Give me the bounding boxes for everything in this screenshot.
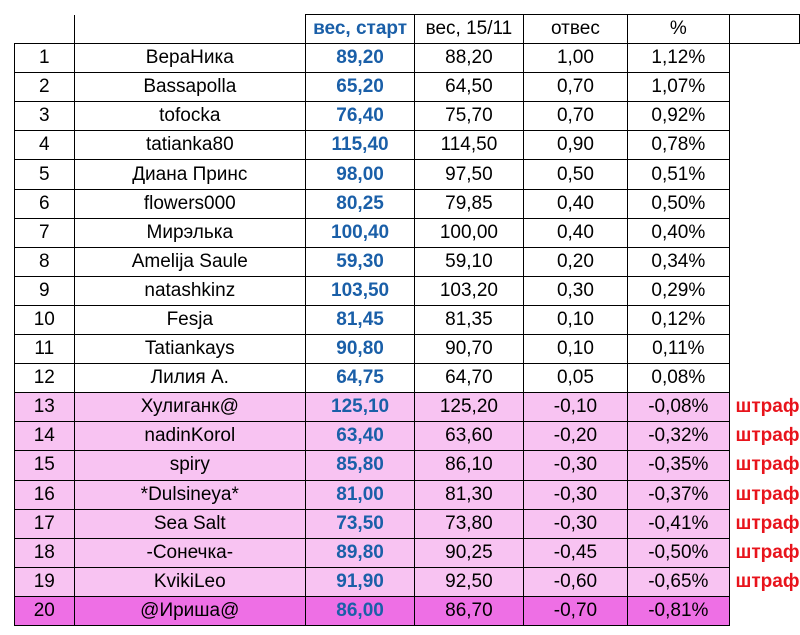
cell-current-weight: 81,35 [415,305,524,334]
cell-loss: -0,20 [523,422,627,451]
header-current-weight: вес, 15/11 [415,15,524,44]
header-loss: отвес [523,15,627,44]
cell-start-weight: 65,20 [306,73,415,102]
cell-name: KvikiLeo [74,567,306,596]
table-row [15,480,800,509]
header-percent: % [628,15,729,44]
cell-name: Диана Принс [74,160,306,189]
cell-current-weight: 114,50 [415,131,524,160]
table-row [15,393,800,422]
cell-name: -Сонечка- [74,538,306,567]
cell-loss: 0,05 [523,364,627,393]
cell-loss: -0,30 [523,451,627,480]
header-name [74,15,306,44]
cell-start-weight: 103,50 [306,276,415,305]
cell-loss: 0,30 [523,276,627,305]
cell-start-weight: 86,00 [306,596,415,625]
cell-start-weight: 64,75 [306,364,415,393]
cell-percent: 1,07% [628,73,729,102]
penalty-label [729,305,800,334]
cell-percent: 0,12% [628,305,729,334]
cell-num: 13 [15,393,75,422]
penalty-label: штраф [735,483,800,505]
cell-percent: -0,37% [628,480,729,509]
table-row [15,189,800,218]
cell-start-weight: 98,00 [306,160,415,189]
table-row [15,538,800,567]
cell-start-weight: 80,25 [306,189,415,218]
cell-num: 3 [15,102,75,131]
cell-current-weight: 103,20 [415,276,524,305]
cell-num: 16 [15,480,75,509]
penalty-label: штраф [735,396,800,418]
weight-loss-table [14,14,800,626]
table-row [15,422,800,451]
cell-start-weight: 76,40 [306,102,415,131]
cell-current-weight: 64,50 [415,73,524,102]
cell-name: natashkinz [74,276,306,305]
cell-loss: -0,30 [523,480,627,509]
cell-num: 2 [15,73,75,102]
cell-current-weight: 73,80 [415,509,524,538]
table-row [15,596,800,625]
cell-start-weight: 73,50 [306,509,415,538]
cell-num: 8 [15,247,75,276]
cell-start-weight: 59,30 [306,247,415,276]
cell-current-weight: 100,00 [415,218,524,247]
cell-start-weight: 90,80 [306,335,415,364]
cell-start-weight: 85,80 [306,451,415,480]
cell-current-weight: 92,50 [415,567,524,596]
cell-name: Bassapolla [74,73,306,102]
cell-percent: -0,50% [628,538,729,567]
cell-start-weight: 115,40 [306,131,415,160]
table-row [15,102,800,131]
cell-start-weight: 91,90 [306,567,415,596]
cell-start-weight: 81,45 [306,305,415,334]
header-start-weight: вес, старт [306,15,415,44]
cell-percent: 0,11% [628,335,729,364]
cell-num: 5 [15,160,75,189]
cell-loss: -0,10 [523,393,627,422]
cell-loss: 0,90 [523,131,627,160]
cell-percent: 1,12% [628,44,729,73]
cell-num: 11 [15,335,75,364]
penalty-label: штраф [735,425,800,447]
cell-loss: 0,40 [523,218,627,247]
cell-name: flowers000 [74,189,306,218]
cell-loss: -0,70 [523,596,627,625]
cell-loss: 1,00 [523,44,627,73]
cell-percent: 0,34% [628,247,729,276]
cell-name: Лилия А. [74,364,306,393]
cell-current-weight: 59,10 [415,247,524,276]
cell-current-weight: 90,70 [415,335,524,364]
cell-num: 20 [15,596,75,625]
cell-percent: 0,51% [628,160,729,189]
cell-num: 19 [15,567,75,596]
table-row [15,305,800,334]
cell-current-weight: 86,70 [415,596,524,625]
cell-current-weight: 81,30 [415,480,524,509]
table-row [15,335,800,364]
penalty-label [729,218,800,247]
cell-percent: -0,32% [628,422,729,451]
cell-current-weight: 125,20 [415,393,524,422]
cell-loss: 0,10 [523,335,627,364]
cell-loss: 0,10 [523,305,627,334]
cell-num: 9 [15,276,75,305]
cell-loss: -0,45 [523,538,627,567]
cell-start-weight: 125,10 [306,393,415,422]
cell-num: 15 [15,451,75,480]
cell-num: 18 [15,538,75,567]
cell-current-weight: 63,60 [415,422,524,451]
table-row [15,451,800,480]
cell-loss: -0,30 [523,509,627,538]
cell-num: 14 [15,422,75,451]
cell-current-weight: 97,50 [415,160,524,189]
cell-name: ВераНика [74,44,306,73]
cell-percent: 0,50% [628,189,729,218]
cell-num: 6 [15,189,75,218]
cell-percent: -0,65% [628,567,729,596]
penalty-label: штраф [735,541,800,563]
cell-name: Tatiankays [74,335,306,364]
cell-start-weight: 89,80 [306,538,415,567]
table-row [15,73,800,102]
cell-loss: 0,70 [523,102,627,131]
cell-num: 4 [15,131,75,160]
cell-name: tofocka [74,102,306,131]
cell-percent: -0,81% [628,596,729,625]
table-row [15,567,800,596]
cell-num: 17 [15,509,75,538]
penalty-label [729,364,800,393]
penalty-label: штраф [735,512,800,534]
penalty-label [729,160,800,189]
cell-name: nadinKorol [74,422,306,451]
table-row [15,276,800,305]
cell-current-weight: 64,70 [415,364,524,393]
penalty-label: штраф [735,570,800,592]
penalty-label [729,276,800,305]
cell-num: 10 [15,305,75,334]
cell-percent: 0,92% [628,102,729,131]
cell-percent: 0,40% [628,218,729,247]
cell-percent: 0,08% [628,364,729,393]
cell-name: Fesja [74,305,306,334]
cell-percent: -0,35% [628,451,729,480]
cell-loss: 0,40 [523,189,627,218]
header-num [15,15,75,44]
cell-name: Мирэлька [74,218,306,247]
table-row [15,44,800,73]
table-row [15,160,800,189]
cell-current-weight: 79,85 [415,189,524,218]
cell-loss: -0,60 [523,567,627,596]
cell-percent: 0,29% [628,276,729,305]
cell-loss: 0,50 [523,160,627,189]
penalty-label [729,596,800,625]
cell-name: spiry [74,451,306,480]
table-row [15,218,800,247]
penalty-label [729,44,800,73]
cell-start-weight: 63,40 [306,422,415,451]
cell-loss: 0,70 [523,73,627,102]
cell-num: 1 [15,44,75,73]
cell-name: *Dulsineya* [74,480,306,509]
penalty-label [729,131,800,160]
cell-loss: 0,20 [523,247,627,276]
cell-name: tatianka80 [74,131,306,160]
penalty-label [729,335,800,364]
header-row [15,15,800,44]
penalty-label [729,247,800,276]
cell-name: Sea Salt [74,509,306,538]
cell-percent: -0,41% [628,509,729,538]
cell-num: 12 [15,364,75,393]
cell-current-weight: 90,25 [415,538,524,567]
cell-start-weight: 81,00 [306,480,415,509]
cell-name: Хулиганк@ [74,393,306,422]
penalty-label [729,73,800,102]
header-note [729,15,800,44]
penalty-label [729,102,800,131]
table-row [15,131,800,160]
cell-current-weight: 75,70 [415,102,524,131]
table-row [15,509,800,538]
cell-start-weight: 89,20 [306,44,415,73]
penalty-label [729,189,800,218]
table-row [15,247,800,276]
cell-num: 7 [15,218,75,247]
cell-current-weight: 88,20 [415,44,524,73]
cell-percent: -0,08% [628,393,729,422]
table-row [15,364,800,393]
cell-name: @Ириша@ [74,596,306,625]
cell-current-weight: 86,10 [415,451,524,480]
cell-percent: 0,78% [628,131,729,160]
cell-start-weight: 100,40 [306,218,415,247]
penalty-label: штраф [735,454,800,476]
cell-name: Amelija Saule [74,247,306,276]
